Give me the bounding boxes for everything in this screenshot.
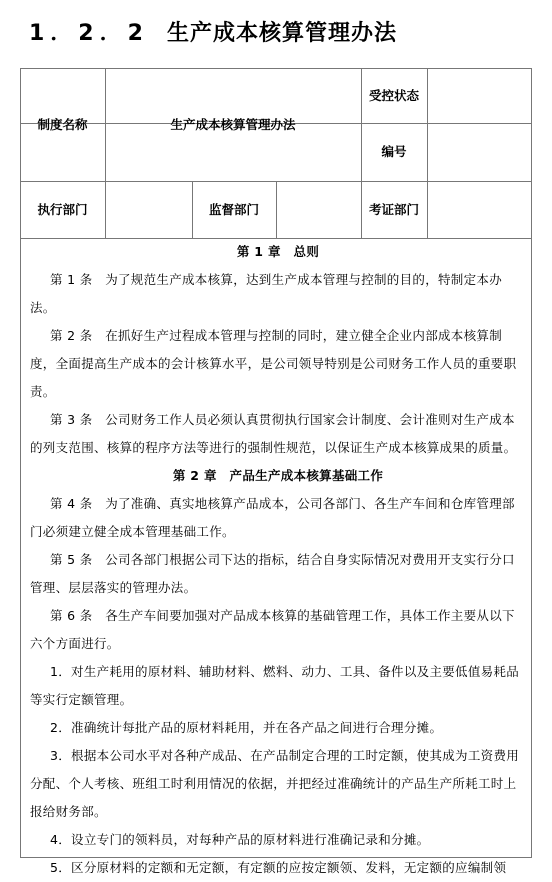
list-item-2: 2．准确统计每批产品的原材料耗用，并在各产品之间进行合理分摊。 <box>50 720 443 735</box>
evaluate-dept-label: 考证部门 <box>368 201 419 217</box>
evaluate-dept-value <box>427 181 532 238</box>
list-item-5: 5．区分原材料的定额和无定额，有定额的应按定额领、发料，无定额的应编制领 <box>50 860 507 875</box>
section-number: 1．2．2 <box>29 21 149 46</box>
exec-dept-value <box>105 181 192 238</box>
system-name-value: 生产成本核算管理办法 <box>170 116 296 132</box>
table-vline-2 <box>361 68 362 238</box>
section-heading <box>29 16 397 47</box>
list-item-3: 3．根据本公司水平对各种产成品、在产品制定合理的工时定额，使其成为工资费用分配、个人考核、班组工时利用情况的依据，并把经过准确统计的产品生产所耗工时上报给财务部。 <box>30 748 520 819</box>
article-1: 第 1 条 为了规范生产成本核算，达到生产成本管理与控制的目的，特制定本办法。 <box>30 272 503 315</box>
control-status-value <box>427 68 532 123</box>
article-6: 第 6 条 各生产车间要加强对产品成本核算的基础管理工作，具体工作主要从以下六个方面进行。 <box>30 608 515 651</box>
system-name-label: 制度名称 <box>37 116 88 132</box>
number-value <box>427 123 532 181</box>
exec-dept-label: 执行部门 <box>37 201 88 217</box>
chapter-2-heading: 第 2 章 产品生产成本核算基础工作 <box>172 468 384 483</box>
list-item-4: 4．设立专门的领料员，对每种产品的原材料进行准确记录和分摊。 <box>50 832 430 847</box>
article-2: 第 2 条 在抓好生产过程成本管理与控制的同时，建立健全企业内部成本核算制度，全面提高生产成本的会计核算水平，是公司领导特别是公司财务工作人员的重要职责。 <box>30 328 517 399</box>
control-status-label: 受控状态 <box>368 87 419 103</box>
article-3: 第 3 条 公司财务工作人员必须认真贯彻执行国家会计制度、会计准则对生产成本的列支范围、核算的程序方法等进行的强制性规范，以保证生产成本核算成果的质量。 <box>30 412 517 455</box>
number-label: 编号 <box>381 144 407 159</box>
chapter-1-heading: 第 1 章 总则 <box>236 244 320 259</box>
document-body <box>30 238 526 882</box>
supervise-dept-value <box>276 181 361 238</box>
article-4: 第 4 条 为了准确、真实地核算产品成本，公司各部门、各生产车间和仓库管理部门必须建立健全成本管理基础工作。 <box>30 496 515 539</box>
article-5: 第 5 条 公司各部门根据公司下达的指标，结合自身实际情况对费用开支实行分口管理、层层落实的管理办法。 <box>30 552 515 595</box>
list-item-1: 1．对生产耗用的原材料、辅助材料、燃料、动力、工具、备件以及主要低值易耗品等实行定额管理。 <box>30 664 520 707</box>
section-title: 生产成本核算管理办法 <box>166 21 397 46</box>
supervise-dept-label: 监督部门 <box>208 201 259 217</box>
